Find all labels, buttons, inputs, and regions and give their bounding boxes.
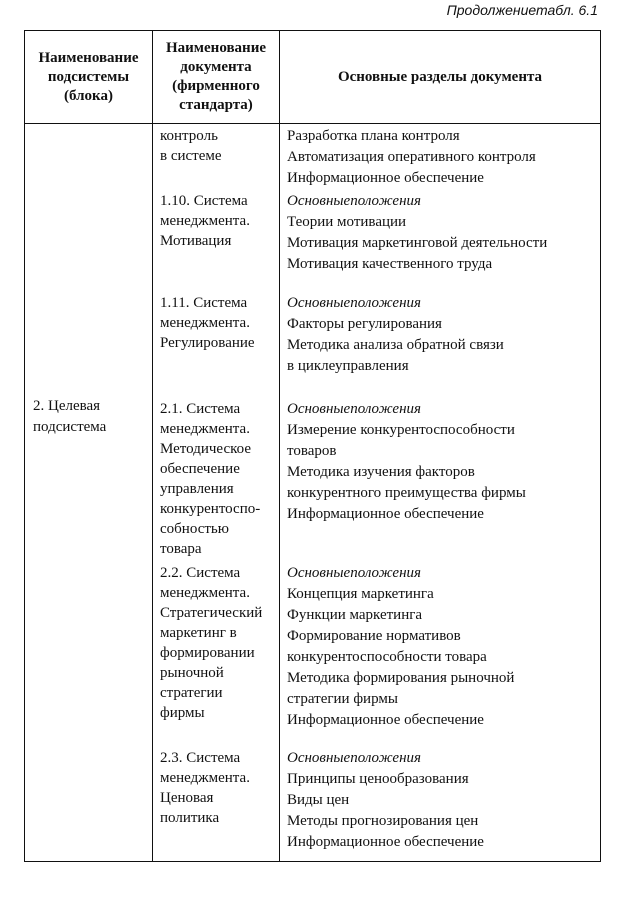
subsystem-line: 2. Целевая — [33, 398, 101, 414]
document-name-line: Методическое — [160, 441, 251, 457]
header-line: документа — [180, 59, 252, 75]
document-name-cell — [160, 126, 222, 166]
document-name-line: менеджмента. — [160, 421, 250, 437]
section-item: Информационное обеспечение — [287, 712, 484, 728]
sections-cell — [287, 748, 484, 853]
section-item: Измерение конкурентоспособности — [287, 422, 515, 438]
document-name-line: 1.10. Система — [160, 193, 248, 209]
section-heading: Основныеположения — [287, 750, 422, 766]
section-item: Мотивация качественного труда — [287, 256, 493, 272]
document-name-line: товара — [160, 541, 202, 557]
sections-cell — [287, 399, 526, 525]
header-line: стандарта) — [179, 97, 253, 113]
document-name-line: 1.11. Система — [160, 295, 248, 311]
section-item: Методика изучения факторов — [287, 464, 475, 480]
header-document — [153, 31, 279, 123]
sections-cell — [287, 293, 504, 377]
section-item: Информационное обеспечение — [287, 834, 484, 850]
document-name-line: Регулирование — [160, 335, 255, 351]
document-name-line: 2.1. Система — [160, 401, 241, 417]
document-name-line: политика — [160, 810, 220, 826]
document-name-line: Стратегический — [160, 605, 263, 621]
document-name-line: обеспечение — [160, 461, 240, 477]
section-item: Функции маркетинга — [287, 607, 423, 623]
document-name-line: менеджмента. — [160, 585, 250, 601]
document-name-cell — [160, 399, 260, 559]
document-name-line: маркетинг в — [160, 625, 237, 641]
section-item: Теории мотивации — [287, 214, 407, 230]
document-name-cell — [160, 191, 250, 251]
section-item: в циклеуправления — [287, 358, 409, 374]
section-item: Методы прогнозирования цен — [287, 813, 479, 829]
column-divider — [152, 31, 153, 861]
sections-cell — [287, 126, 536, 189]
header-divider — [25, 123, 600, 124]
header-line: Наименование — [38, 49, 139, 66]
document-name-line: менеджмента. — [160, 770, 250, 786]
section-item: Принципы ценообразования — [287, 771, 469, 787]
section-heading: Основныеположения — [287, 295, 422, 311]
section-item: Концепция маркетинга — [287, 586, 434, 602]
section-item: Мотивация маркетинговой деятельности — [287, 235, 548, 251]
column-divider — [279, 31, 280, 861]
document-name-line: рыночной — [160, 665, 224, 681]
subsystem-line: подсистема — [33, 419, 107, 435]
section-item: Информационное обеспечение — [287, 170, 484, 186]
document-name-line: менеджмента. — [160, 315, 250, 331]
document-name-cell — [160, 563, 262, 723]
document-name-line: конкурентоспо- — [160, 501, 261, 517]
section-heading: Основныеположения — [287, 565, 422, 581]
section-heading: Основныеположения — [287, 193, 422, 209]
section-item: Разработка плана контроля — [287, 128, 460, 144]
document-name-line: менеджмента. — [160, 213, 250, 229]
header-sections: Основные разделы документа — [337, 68, 543, 85]
section-item: Информационное обеспечение — [287, 506, 484, 522]
sections-cell — [287, 191, 547, 275]
header-subsystem — [25, 31, 152, 123]
document-name-line: формировании — [160, 645, 255, 661]
section-item: стратегии фирмы — [287, 691, 398, 707]
header-line: подсистемы — [47, 68, 130, 85]
document-table — [24, 30, 601, 862]
document-name-cell — [160, 293, 255, 353]
section-item: конкурентоспособности товара — [287, 649, 487, 665]
document-name-line: стратегии — [160, 685, 223, 701]
document-name-line: фирмы — [160, 705, 205, 721]
document-name-line: 2.2. Система — [160, 565, 241, 581]
section-item: Автоматизация оперативного контроля — [287, 149, 536, 165]
section-item: Методика формирования рыночной — [287, 670, 515, 686]
section-item: Формирование нормативов — [287, 628, 461, 644]
section-item: Факторы регулирования — [287, 316, 442, 332]
subsystem-cell — [33, 396, 106, 438]
section-heading: Основныеположения — [287, 401, 422, 417]
section-item: товаров — [287, 443, 337, 459]
document-name-line: Мотивация — [160, 233, 232, 249]
sections-cell — [287, 563, 514, 731]
table-caption: Продолжениетабл. 6.1 — [446, 2, 598, 18]
header-line: (фирменного — [172, 78, 260, 94]
document-name-line: собностью — [160, 521, 229, 537]
document-name-line: Ценовая — [160, 790, 214, 806]
header-line: (блока) — [64, 87, 113, 104]
document-name-line: в системе — [160, 148, 222, 164]
section-item: конкурентного преимущества фирмы — [287, 485, 526, 501]
document-name-cell — [160, 748, 250, 828]
document-name-line: контроль — [160, 128, 218, 144]
document-name-line: управления — [160, 481, 234, 497]
section-item: Методика анализа обратной связи — [287, 337, 504, 353]
document-name-line: 2.3. Система — [160, 750, 241, 766]
section-item: Виды цен — [287, 792, 350, 808]
header-line: Наименование — [166, 40, 266, 56]
